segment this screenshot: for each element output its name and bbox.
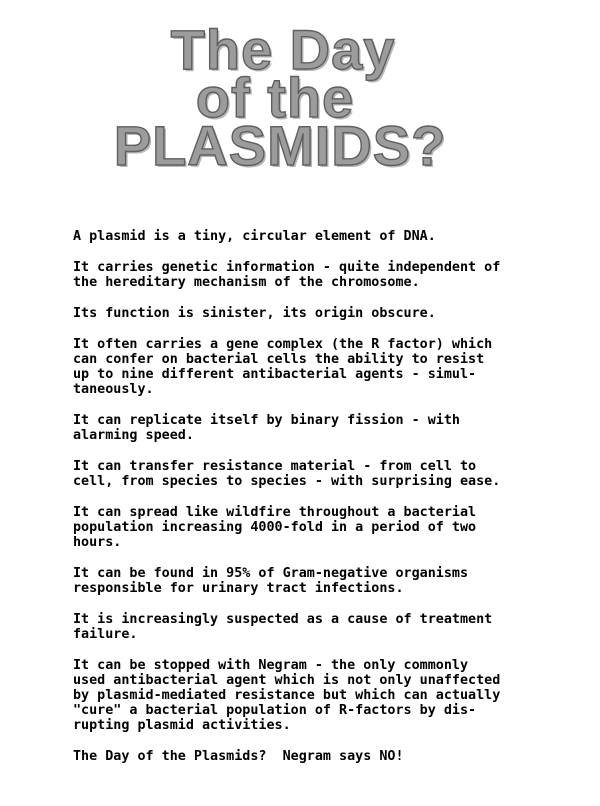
paragraph: It often carries a gene complex (the R factor) which can confer on bacterial cells the ability to resist up to nine different antibacterial agents - simul- taneously. bbox=[73, 337, 493, 397]
paragraph: It can be stopped with Negram - the only commonly used antibacterial agent which is not only unaffected by plasmid-mediated resistance but which can actually "cure" a bacterial population of R-factors by dis- rupting plasmid activities. bbox=[73, 658, 501, 733]
headline-line-3: PLASMIDS? bbox=[113, 114, 447, 177]
paragraph: Its function is sinister, its origin obscure. bbox=[73, 306, 436, 321]
paragraph: A plasmid is a tiny, circular element of DNA. bbox=[73, 229, 436, 244]
headline-line-2: of the bbox=[195, 66, 355, 129]
paragraph: It carries genetic information - quite independent of the hereditary mechanism of the chromosome. bbox=[73, 260, 501, 290]
paragraph: It can spread like wildfire throughout a bacterial population increasing 4000-fold in a period of two hours. bbox=[73, 505, 477, 550]
paragraph: It can transfer resistance material - from cell to cell, from species to species - with surprising ease. bbox=[73, 459, 501, 489]
closing-line: The Day of the Plasmids? Negram says NO! bbox=[73, 749, 404, 764]
headline bbox=[0, 18, 560, 177]
paragraph: It can be found in 95% of Gram-negative organisms responsible for urinary tract infections. bbox=[73, 566, 469, 596]
headline-line-1: The Day bbox=[170, 18, 396, 81]
paragraph: It can replicate itself by binary fission - with alarming speed. bbox=[73, 413, 460, 443]
paragraph: It is increasingly suspected as a cause of treatment failure. bbox=[73, 612, 493, 642]
body-copy bbox=[73, 229, 573, 780]
